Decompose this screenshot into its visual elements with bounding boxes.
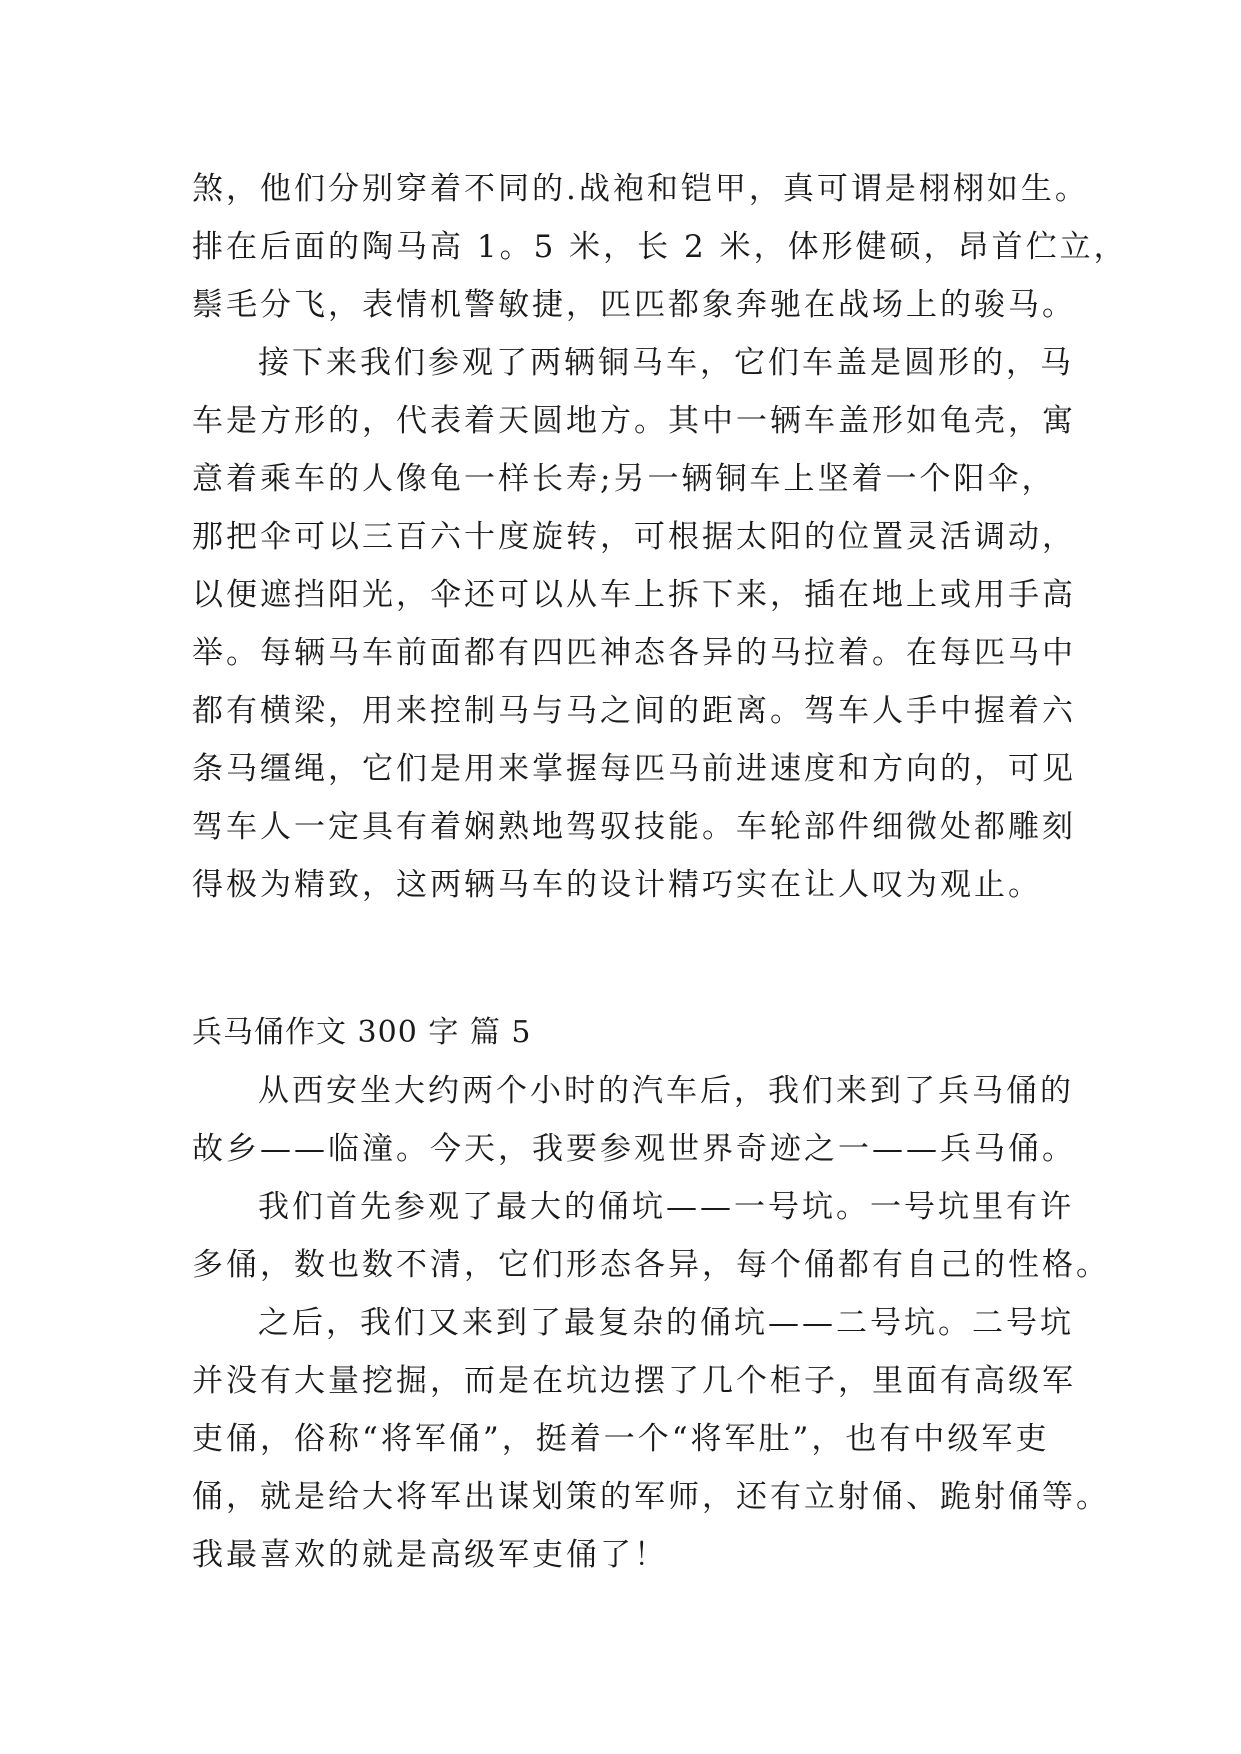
text-line: 条马缰绳，它们是用来掌握每匹马前进速度和方向的，可见	[192, 751, 1076, 787]
text-line: 以便遮挡阳光，伞还可以从车上拆下来，插在地上或用手高	[192, 577, 1076, 613]
text-line: 我们首先参观了最大的俑坑——一号坑。一号坑里有许	[258, 1189, 1074, 1225]
text-line: 从西安坐大约两个小时的汽车后，我们来到了兵马俑的	[258, 1073, 1074, 1109]
text-line: 驾车人一定具有着娴熟地驾驭技能。车轮部件细微处都雕刻	[192, 809, 1076, 845]
paragraph-intro	[192, 1062, 1076, 1178]
paragraph-bronze-chariots	[192, 334, 1076, 914]
text-line: 俑，就是给大将军出谋划策的军师，还有立射俑、跪射俑等。	[192, 1479, 1110, 1515]
text-line: 车是方形的，代表着天圆地方。其中一辆车盖形如龟壳，寓	[192, 403, 1076, 439]
text-line: 我最喜欢的就是高级军吏俑了！	[192, 1537, 668, 1573]
text-line: 吏俑，俗称“将军俑”，挺着一个“将军肚”，也有中级军吏	[192, 1421, 1050, 1457]
paragraph-pit-one	[192, 1178, 1110, 1294]
essay-title: 兵马俑作文 300 字 篇 5	[192, 1015, 532, 1050]
text-line: 都有横梁，用来控制马与马之间的距离。驾车人手中握着六	[192, 693, 1076, 729]
text-line: 并没有大量挖掘，而是在坑边摆了几个柜子，里面有高级军	[192, 1363, 1076, 1399]
text-line: 故乡——临潼。今天，我要参观世界奇迹之一——兵马俑。	[192, 1131, 1076, 1167]
paragraph-terracotta-horses	[192, 160, 1128, 334]
text-line: 鬃毛分飞，表情机警敏捷，匹匹都象奔驰在战场上的骏马。	[192, 287, 1076, 323]
paragraph-pit-two	[192, 1294, 1110, 1584]
text-line: 之后，我们又来到了最复杂的俑坑——二号坑。二号坑	[258, 1305, 1074, 1341]
text-line: 举。每辆马车前面都有四匹神态各异的马拉着。在每匹马中	[192, 635, 1076, 671]
section-spacer	[192, 914, 1072, 1004]
text-line: 排在后面的陶马高 1。5 米，长 2 米，体形健硕，昂首伫立，	[192, 229, 1128, 265]
text-line: 意着乘车的人像龟一样长寿;另一辆铜车上坚着一个阳伞，	[192, 461, 1056, 497]
document-body	[192, 160, 1128, 1584]
text-line: 那把伞可以三百六十度旋转，可根据太阳的位置灵活调动，	[192, 519, 1076, 555]
text-line: 煞，他们分别穿着不同的.战袍和铠甲，真可谓是栩栩如生。	[192, 171, 1089, 207]
text-line: 接下来我们参观了两辆铜马车，它们车盖是圆形的，马	[258, 345, 1074, 381]
text-line: 多俑，数也数不清，它们形态各异，每个俑都有自己的性格。	[192, 1247, 1110, 1283]
text-line: 得极为精致，这两辆马车的设计精巧实在让人叹为观止。	[192, 867, 1042, 903]
